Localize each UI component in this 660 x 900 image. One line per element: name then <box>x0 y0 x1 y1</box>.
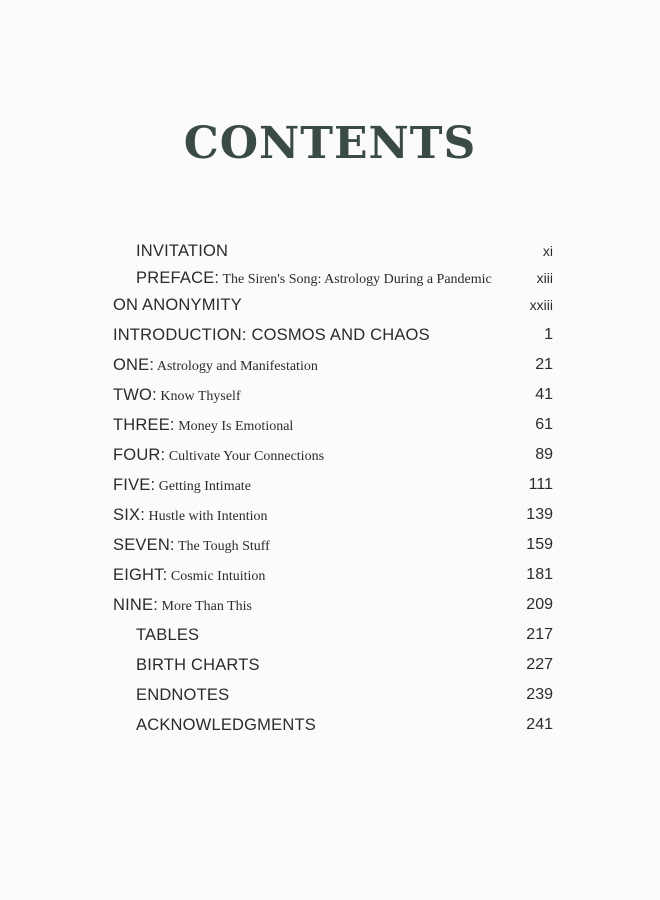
toc-entry-page-number: xiii <box>536 270 553 286</box>
toc-entry-page-number: xi <box>542 243 553 259</box>
toc-entry-page-number: 227 <box>526 656 553 673</box>
toc-entry-subtitle: Hustle with Intention <box>144 509 268 524</box>
toc-entry-title: EIGHT: <box>113 566 168 584</box>
toc-entry <box>0 710 660 740</box>
toc-entry-page-number: xxiii <box>529 297 553 313</box>
toc-entry <box>0 290 660 320</box>
toc-entry-title: ACKNOWLEDGMENTS <box>136 716 316 734</box>
toc-entry-label <box>136 710 316 740</box>
toc-entry-subtitle: The Siren's Song: Astrology During a Pandemic <box>219 272 492 287</box>
toc-entry-page-number: 89 <box>535 446 553 463</box>
toc-entry-page-number: 139 <box>526 506 553 523</box>
toc-entry-label <box>113 350 318 382</box>
toc-entry-label <box>136 620 199 650</box>
toc-entry-page-number: 209 <box>526 596 553 613</box>
toc-entry-subtitle: More Than This <box>158 599 252 614</box>
toc-entry-label <box>113 410 293 442</box>
toc-entry <box>0 236 660 266</box>
toc-entry <box>0 410 660 440</box>
toc-entry-page-number: 1 <box>544 326 553 343</box>
toc-entry-subtitle: The Tough Stuff <box>174 539 270 554</box>
toc-entry-label <box>113 590 252 622</box>
toc-entry-title: NINE: <box>113 596 159 614</box>
toc-entry-title: TWO: <box>113 386 157 404</box>
toc-entry-title: SIX: <box>113 506 145 524</box>
toc-entry-subtitle: Getting Intimate <box>155 479 251 494</box>
toc-entry <box>0 590 660 620</box>
toc-entry-title: INVITATION <box>136 242 229 260</box>
toc-entry-title: ON ANONYMITY <box>113 296 242 314</box>
toc-entry-title: PREFACE: <box>136 269 220 287</box>
toc-entry <box>0 620 660 650</box>
toc-entry-page-number: 239 <box>526 686 553 703</box>
toc-entry <box>0 530 660 560</box>
toc-entry-subtitle: Know Thyself <box>156 389 241 404</box>
toc-entry <box>0 500 660 530</box>
toc-entry-page-number: 241 <box>526 716 553 733</box>
toc-entry-label <box>113 560 265 592</box>
toc-entry-subtitle: Cosmic Intuition <box>167 569 266 584</box>
toc-entry <box>0 350 660 380</box>
toc-entry <box>0 320 660 350</box>
toc-entry-page-number: 111 <box>528 476 553 493</box>
toc-entry-label <box>113 500 267 532</box>
toc-entry <box>0 380 660 410</box>
toc-entry <box>0 440 660 470</box>
toc-entry-label <box>136 680 229 710</box>
toc-entry <box>0 680 660 710</box>
toc-entry-title: ONE: <box>113 356 155 374</box>
toc-entry-title: TABLES <box>136 626 200 644</box>
toc-entry-label <box>113 290 242 320</box>
toc-entry <box>0 470 660 500</box>
toc-entry-subtitle: Astrology and Manifestation <box>154 359 318 374</box>
toc-entry-label <box>136 236 228 266</box>
toc-entry-page-number: 181 <box>526 566 553 583</box>
toc-entry-page-number: 159 <box>526 536 553 553</box>
toc-entry-page-number: 61 <box>535 416 553 433</box>
toc-entry-subtitle: Money Is Emotional <box>174 419 294 434</box>
toc-entry-title: THREE: <box>113 416 175 434</box>
toc-entry-label <box>136 650 260 680</box>
toc-entry <box>0 650 660 680</box>
toc-entry <box>0 560 660 590</box>
page-title: CONTENTS <box>183 118 477 169</box>
toc-entry-label <box>113 320 430 350</box>
toc-entry-title: FIVE: <box>113 476 156 494</box>
toc-entry-title: INTRODUCTION: COSMOS AND CHAOS <box>113 326 430 344</box>
toc-entry-label <box>113 530 270 562</box>
toc-entry-title: SEVEN: <box>113 536 175 554</box>
toc-entry <box>0 263 660 293</box>
toc-entry-page-number: 41 <box>535 386 553 403</box>
toc-entry-title: ENDNOTES <box>136 686 230 704</box>
toc-entry-title: BIRTH CHARTS <box>136 656 260 674</box>
toc-entry-label <box>113 470 251 502</box>
toc-entry-subtitle: Cultivate Your Connections <box>165 449 325 464</box>
toc-entry-label <box>113 380 241 412</box>
toc-entry-title: FOUR: <box>113 446 166 464</box>
toc-entry-page-number: 217 <box>526 626 553 643</box>
toc-entry-label <box>113 440 324 472</box>
toc-entry-page-number: 21 <box>535 356 553 373</box>
